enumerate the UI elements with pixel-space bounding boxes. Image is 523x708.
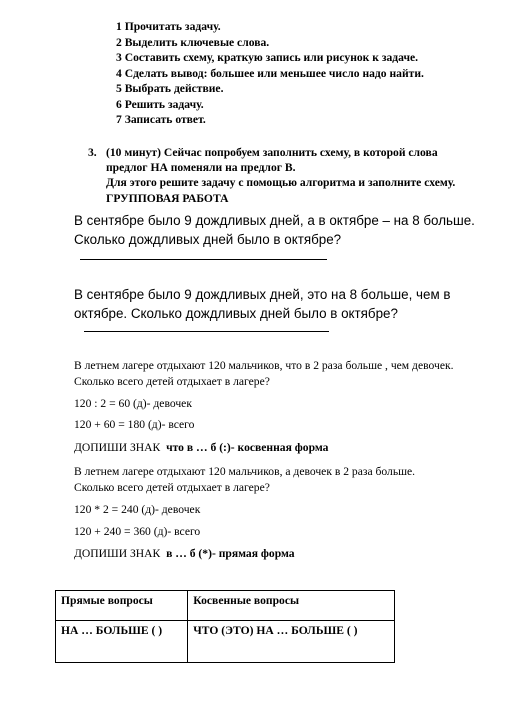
algorithm-step: 5 Выбрать действие. <box>116 82 224 95</box>
algorithm-step: 3 Составить схему, краткую запись или рисунок к задаче. <box>116 51 419 64</box>
algorithm-step: 7 Записать ответ. <box>116 113 206 126</box>
example-2-calc-1: 120 * 2 = 240 (д)- девочек <box>74 503 201 516</box>
example-2-calc-2: 120 + 240 = 360 (д)- всего <box>74 525 201 538</box>
example-line: В летнем лагере отдыхают 120 мальчиков, что в 2 раза больше , чем девочек. <box>74 359 454 372</box>
conclusion-prefix: ДОПИШИ ЗНАК <box>74 547 161 560</box>
problem-line: Сколько дождливых дней было в октябре? <box>74 232 342 247</box>
conclusion-bold: в … б (*)- прямая форма <box>166 547 295 560</box>
problem-line: В сентябре было 9 дождливых дней, а в октябре – на 8 больше. <box>74 213 475 228</box>
table-header-row <box>56 591 395 621</box>
answer-blank-line[interactable] <box>80 259 327 260</box>
example-1-text <box>74 358 454 389</box>
conclusion-bold: что в … б (:)- косвенная форма <box>166 441 329 454</box>
task-3-text <box>106 145 455 206</box>
example-2-text <box>74 464 415 495</box>
cell-direct-form[interactable]: НА … БОЛЬШЕ ( ) <box>56 621 188 663</box>
algorithm-step: 4 Сделать вывод: большее или меньшее число надо найти. <box>116 66 424 80</box>
task-3-line: (10 минут) Сейчас попробуем заполнить схему, в которой слова <box>106 146 438 159</box>
algorithm-step: 2 Выделить ключевые слова. <box>116 35 270 49</box>
task-3-line: ГРУППОВАЯ РАБОТА <box>106 191 229 205</box>
questions-table <box>55 590 395 663</box>
header-direct-questions: Прямые вопросы <box>56 591 188 621</box>
problem-1-text <box>74 211 475 249</box>
problem-line: В сентябре было 9 дождливых дней, это на 8 больше, чем в <box>74 287 451 302</box>
example-line: В летнем лагере отдыхают 120 мальчиков, а девочек в 2 раза больше. <box>74 465 416 478</box>
answer-blank-line[interactable] <box>84 331 329 332</box>
table-row <box>56 621 395 663</box>
example-1-calc-2: 120 + 60 = 180 (д)- всего <box>74 418 195 431</box>
example-line: Сколько всего детей отдыхает в лагере? <box>74 374 270 388</box>
header-indirect-questions: Косвенные вопросы <box>188 591 395 621</box>
example-1-calc-1: 120 : 2 = 60 (д)- девочек <box>74 397 192 410</box>
cell-indirect-form[interactable]: ЧТО (ЭТО) НА … БОЛЬШЕ ( ) <box>188 621 395 663</box>
conclusion-prefix: ДОПИШИ ЗНАК <box>74 441 161 454</box>
task-3-line: предлог НА поменяли на предлог В. <box>106 161 296 175</box>
example-2-conclusion <box>74 547 295 560</box>
algorithm-step: 6 Решить задачу. <box>116 97 204 111</box>
task-3-line: Для этого решите задачу с помощью алгоритма и заполните схему. <box>106 176 456 190</box>
algorithm-step: 1 Прочитать задачу. <box>116 20 221 33</box>
problem-2-text <box>74 285 450 323</box>
problem-line: октябре. Сколько дождливых дней было в октябре? <box>74 306 398 321</box>
algorithm-steps-list <box>116 19 424 128</box>
example-line: Сколько всего детей отдыхает в лагере? <box>74 480 270 494</box>
task-number: 3. <box>88 146 97 159</box>
example-1-conclusion <box>74 441 328 454</box>
